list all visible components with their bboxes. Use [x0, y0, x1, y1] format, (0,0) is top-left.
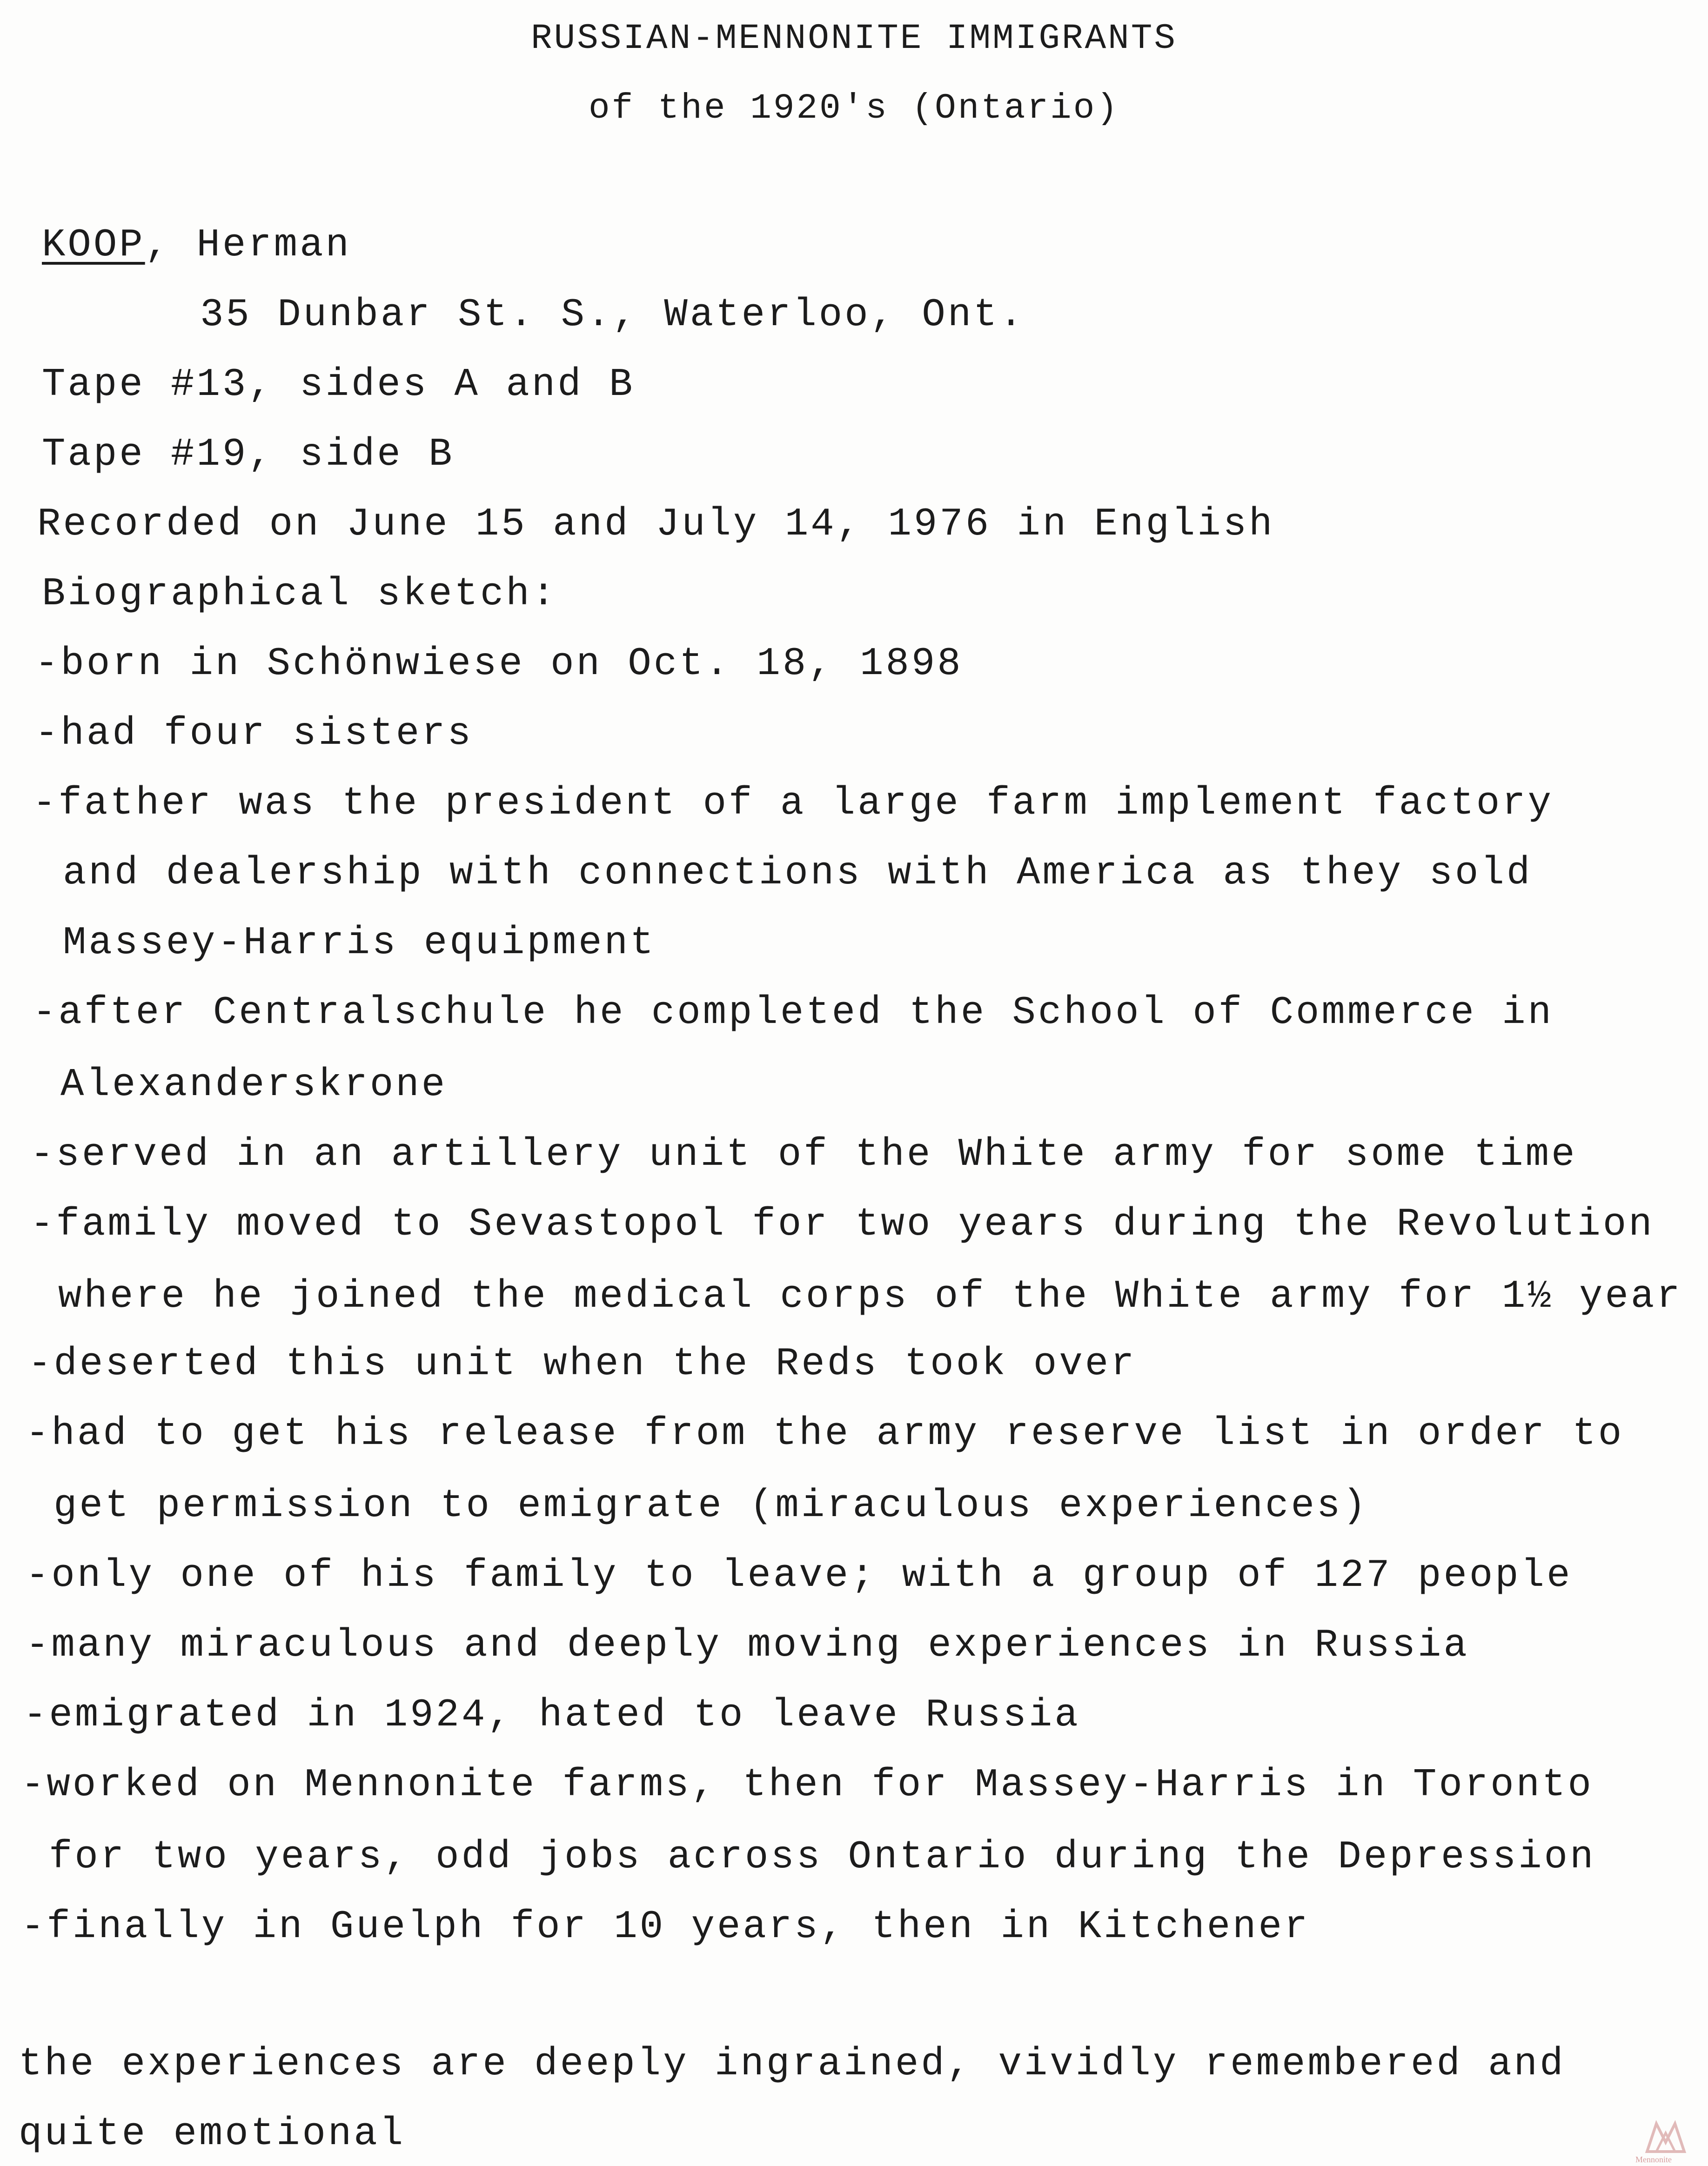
sketch-line: -worked on Mennonite farms, then for Massey-Harris in Toronto — [21, 1763, 1594, 1807]
document-subtitle: of the 1920's (Ontario) — [589, 88, 1119, 128]
tape-info-2: Tape #19, side B — [42, 433, 455, 477]
sketch-line: for two years, odd jobs across Ontario during the Depression — [49, 1835, 1596, 1879]
sketch-heading: Biographical sketch: — [42, 572, 558, 616]
sketch-line: -emigrated in 1924, hated to leave Russia — [23, 1693, 1080, 1738]
subject-name — [42, 223, 351, 267]
sketch-line: Alexanderskrone — [60, 1063, 448, 1107]
sketch-line: -had to get his release from the army reserve list in order to — [26, 1412, 1624, 1456]
recording-info: Recorded on June 15 and July 14, 1976 in English — [37, 502, 1275, 547]
closing-remark: the experiences are deeply ingrained, vividly remembered and — [19, 2042, 1566, 2086]
subject-surname: KOOP — [42, 223, 145, 267]
tape-info-1: Tape #13, sides A and B — [42, 363, 635, 407]
sketch-line: -after Centralschule he completed the School of Commerce in — [33, 991, 1554, 1035]
sketch-line: -deserted this unit when the Reds took over — [28, 1342, 1137, 1386]
sketch-line: get permission to emigrate (miraculous experiences) — [54, 1484, 1368, 1528]
sketch-line: -served in an artillery unit of the White army for some time — [30, 1133, 1577, 1177]
sketch-line: where he joined the medical corps of the White army for 1½ year — [58, 1275, 1682, 1319]
subject-address: 35 Dunbar St. S., Waterloo, Ont. — [200, 293, 1025, 337]
document-title: RUSSIAN-MENNONITE IMMIGRANTS — [530, 19, 1177, 59]
sketch-line: -many miraculous and deeply moving experiences in Russia — [26, 1624, 1469, 1668]
subject-given-name: , Herman — [145, 223, 351, 267]
sketch-line: -had four sisters — [35, 712, 473, 756]
mennonite-archives-logo-icon — [1642, 2114, 1689, 2156]
sketch-line: -only one of his family to leave; with a group of 127 people — [26, 1554, 1573, 1598]
sketch-line: and dealership with connections with America as they sold — [63, 851, 1533, 896]
watermark-text: Mennonite — [1635, 2155, 1672, 2164]
sketch-line: -family moved to Sevastopol for two years during the Revolution — [30, 1203, 1654, 1247]
sketch-line: -born in Schönwiese on Oct. 18, 1898 — [35, 642, 963, 686]
sketch-line: Massey-Harris equipment — [63, 921, 656, 965]
closing-remark-cont: quite emotional — [19, 2112, 406, 2156]
sketch-line: -father was the president of a large farm implement factory — [33, 782, 1554, 826]
sketch-line: -finally in Guelph for 10 years, then in Kitchener — [21, 1905, 1310, 1949]
